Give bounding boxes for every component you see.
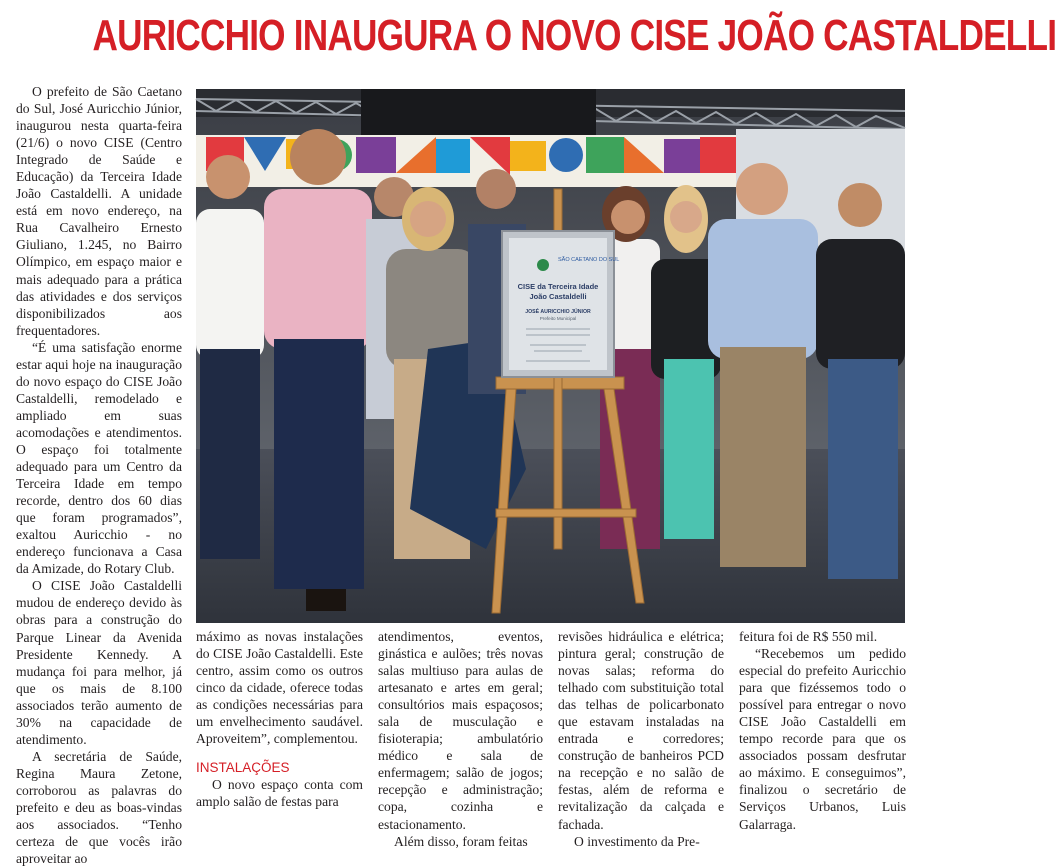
plaque-title-2: João Castaldelli: [529, 292, 587, 301]
column-4: [558, 628, 724, 850]
paragraph: máximo as novas instalações do CISE João Castaldelli. Este centro, assim como os outros cinco da cidade, oferece todas as condições necessárias para um envelhecimento saudável. Aproveitem”, complementou.: [196, 629, 363, 747]
paragraph: A secretária de Saúde, Regina Maura Zetone, corroborou as palavras do prefeito e deu as boas-vindas aos associados. “Tenho certeza de que vocês irão aproveitar ao: [16, 748, 182, 867]
section-subhead: INSTALAÇÕES: [196, 760, 290, 776]
paragraph: Além disso, foram feitas: [394, 833, 528, 849]
column-1: [16, 83, 182, 867]
paragraph: “É uma satisfação enorme estar aqui hoje na inauguração do novo espaço do CISE João Castaldelli, remodelado e ampliado em suas acomodações e atendimentos. O espaço foi totalmente adequado para um Centro da Terceira Idade em tempo recorde, dentro dos 60 dias que foram programados”, exaltou Auricchio - no endereço funcionava a Casa da Amizade, do Rotary Club.: [16, 339, 182, 577]
plaque-logo: SÃO CAETANO DO SUL: [558, 257, 620, 263]
column-5: [739, 628, 906, 833]
plaque-title-1: CISE da Terceira Idade: [517, 282, 599, 291]
paragraph: O novo espaço conta com amplo salão de festas para: [196, 777, 363, 810]
paragraph: O CISE João Castaldelli mudou de endereço devido às obras para a construção do Parque Linear da Avenida Presidente Kennedy. A mudança foi para melhor, já que os mais de 8.100 associados terão aumento de 30% na capacidade de atendimento.: [16, 578, 182, 747]
headline: AURICCHIO INAUGURA O NOVO CISE JOÃO CASTALDELLI: [92, 11, 1056, 60]
plaque-role: Prefeito Municipal: [539, 316, 577, 321]
paragraph: O prefeito de São Caetano do Sul, José Auricchio Júnior, inaugurou nesta quarta-feira (21/6) o novo CISE (Centro Integrado de Saúde e Educação) da Terceira Idade João Castaldelli. A unidade está em novo endereço, na Rua Cavalheiro Ernesto Giuliano, 1.245, no Bairro Olímpico, em espaço maior e mais adequado para a prática das atividades e dos serviços disponibilizados aos frequentadores.: [16, 84, 182, 338]
paragraph: feitura foi de R$ 550 mil.: [739, 629, 878, 644]
column-2: [196, 628, 363, 810]
paragraph: atendimentos, eventos, ginástica e aulões; três novas salas multiuso para aulas de artesanato e artes em geral; consultórios mais espaçosos; sala de musculação e fisioterapia; ambulatório médico e sala de enfermagem; salão de jogos; recepção e administração; copa, cozinha e estacionamento.: [378, 629, 543, 832]
paragraph: revisões hidráulica e elétrica; pintura geral; construção de novas salas; reforma do telhado com substituição total das telhas de policarbonato que estavam instaladas na entrada e corredores; construção de banheiros PCD na recepção e no salão de festas, além de reforma e revitalização da calçada e fachada.: [558, 629, 724, 832]
inauguration-photo: [196, 89, 905, 623]
column-3: [378, 628, 543, 850]
plaque-name: JOSÉ AURICCHIO JÚNIOR: [525, 309, 591, 315]
paragraph: “Recebemos um pedido especial do prefeito Auricchio para que fizéssemos todo o possível para entregar o novo CISE João Castaldelli em tempo recorde para que os associados possam desfrutar ao máximo. E conseguimos”, finalizou o secretário de Serviços Urbanos, Luis Galarraga.: [739, 646, 906, 832]
paragraph: O investimento da Pre-: [574, 833, 700, 849]
